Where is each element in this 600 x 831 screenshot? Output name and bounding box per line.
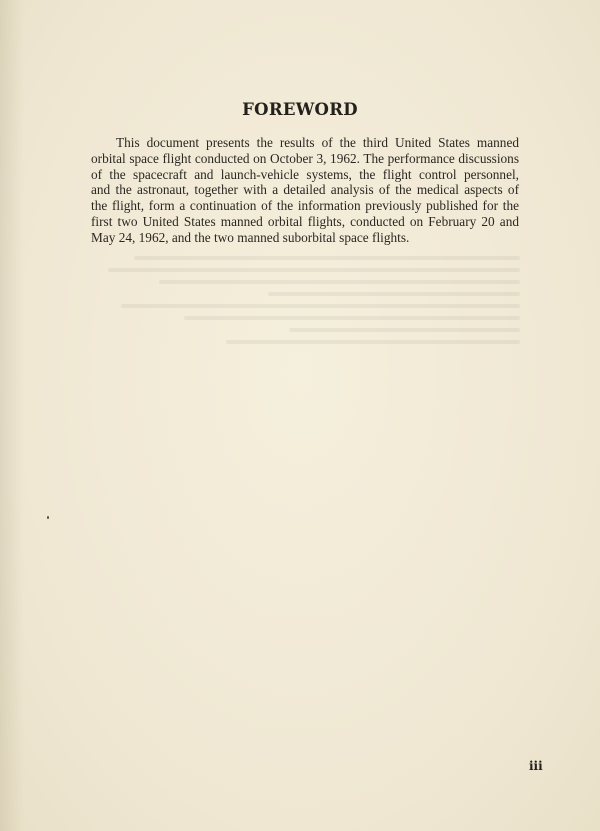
foreword-paragraph — [91, 135, 519, 246]
paragraph-line: first two United States manned orbital flights, conducted on February 20 and — [91, 213, 519, 229]
page-number: iii — [529, 759, 543, 773]
paragraph-line: the flight, form a continuation of the information previously published for the — [91, 198, 519, 214]
paragraph-line: orbital space flight conducted on October 3, 1962. The performance discussions — [91, 150, 519, 166]
paragraph-line: of the spacecraft and launch-vehicle systems, the flight control personnel, — [91, 166, 519, 182]
paragraph-line: and the astronaut, together with a detailed analysis of the medical aspects of — [91, 182, 519, 198]
paper-speck — [47, 516, 49, 519]
page-title: FOREWORD — [242, 100, 358, 119]
paragraph-line: This document presents the results of the third United States manned — [116, 135, 519, 150]
paragraph-line: May 24, 1962, and the two manned suborbital space flights. — [91, 229, 410, 245]
show-through-texture — [100, 248, 520, 388]
